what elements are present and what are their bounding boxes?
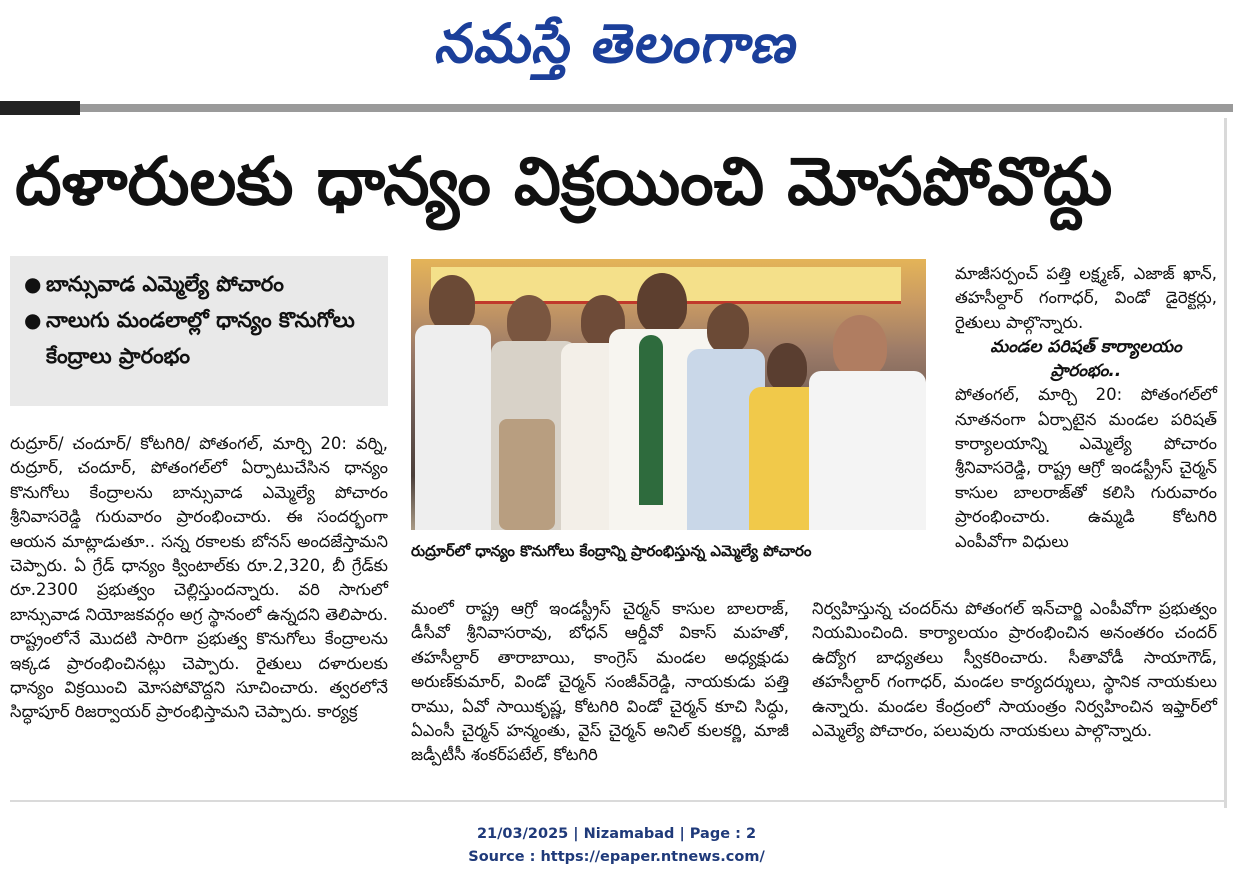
highlights-box [10, 256, 388, 406]
highlight-text: బాన్సువాడ ఎమ్మెల్యే పోచారం [46, 272, 284, 296]
highlight-item [24, 266, 374, 302]
edition-info: 21/03/2025 | Nizamabad | Page : 2 [476, 826, 757, 842]
clip-border-bottom [10, 800, 1224, 802]
highlight-text: నాలుగు మండలాల్లో ధాన్యం కొనుగోలు కేంద్రాలు ప్రారంభం [46, 308, 355, 368]
masthead-rule-dark [0, 101, 80, 115]
article-column-1 [10, 432, 388, 792]
article-photo [411, 259, 926, 530]
source-link[interactable]: Source : https://epaper.ntnews.com/ [468, 849, 765, 865]
article-column-2 [411, 597, 789, 797]
article-headline: దళారులకు ధాన్యం విక్రయించి మోసపోవొద్దు [15, 143, 1113, 220]
paragraph: నిర్వహిస్తున్న చందర్‌ను పోతంగల్ ఇన్‌చార్జి ఎంపీవోగా ప్రభుత్వం నియమించింది. కార్యాలయం ప్రారంభించిన అనంతరం చందర్ ఉద్యోగ బాధ్యతలు స్వీకరించారు. సీతావోడీ సాయాగౌడ్, తహసీల్దార్ గంగాధర్, మండల కార్యదర్శులు, స్థానిక నాయకులు ఉన్నారు. మండల కేంద్రంలో సాయంత్రం నిర్వహించిన ఇఫ్తార్‌లో ఎమ్మెల్యే పోచారం, పలువురు నాయకులు పాల్గొన్నారు. [812, 599, 1217, 741]
newspaper-logo: నమస్తే తెలంగాణ [431, 11, 805, 75]
bullet-icon: ● [24, 272, 42, 296]
article-column-3 [955, 262, 1217, 602]
paragraph: మంలో రాష్ట్ర ఆగ్రో ఇండస్ట్రీస్ చైర్మన్ కాసుల బాలరాజ్, డీసీవో శ్రీనివాసరావు, బోధన్ ఆర్డీవో వికాస్ మహతో, తహసీల్దార్ తారాబాయి, కాంగ్రెస్ మండల అధ్యక్షుడు అరుణ్‌కుమార్, విండో చైర్మన్ సంజీవ్‌రెడ్డి, నాయకుడు పత్తి రాము, ఏవో సాయికృష్ణ, కోటగిరి విండో చైర్మన్ కూచి సిద్ధు, ఏఎంసీ చైర్మన్ హన్మంతు, వైస్ చైర్మన్ అనిల్ కులకర్ణి, మాజీ జడ్పీటీసీ శంకర్‌పటేల్, కోటగిరి [411, 599, 789, 765]
page-footer [0, 823, 1233, 869]
masthead [0, 0, 1233, 100]
highlight-item [24, 302, 374, 374]
paragraph: మాజీసర్పంచ్ పత్తి లక్ష్మణ్, ఎజాజ్ ఖాన్, తహసీల్దార్ గంగాధర్, విండో డైరెక్టర్లు, రైతులు పాల్గొన్నారు. [955, 264, 1217, 332]
article-column-3-continued [812, 597, 1217, 797]
bullet-icon: ● [24, 308, 42, 332]
masthead-rule [80, 104, 1233, 112]
clip-border-right [1224, 118, 1227, 808]
photo-caption: రుద్రూర్‌లో ధాన్యం కొనుగోలు కేంద్రాన్ని ప్రారంభిస్తున్న ఎమ్మెల్యే పోచారం [411, 542, 812, 560]
paragraph: రుద్రూర్/ చందూర్/ కోటగిరి/ పోతంగల్, మార్చి 20: వర్ని, రుద్రూర్, చందూర్, పోతంగల్‌లో ఏర్పాటుచేసిన ధాన్యం కొనుగోలు కేంద్రాలను బాన్సువాడ ఎమ్మెల్యే పోచారం శ్రీనివాసరెడ్డి గురువారం ప్రారంభించారు. ఈ సందర్భంగా ఆయన మాట్లాడుతూ.. సన్న రకాలకు బోనస్ అందజేస్తామని చెప్పారు. ఏ గ్రేడ్ ధాన్యం క్వింటాల్‌కు రూ.2,320, బీ గ్రేడ్‌కు రూ.2300 ప్రభుత్వం చెల్లిస్తుందన్నారు. వరి సాగులో బాన్సువాడ నియోజకవర్గం అగ్ర స్థానంలో ఉన్నదని తెలిపారు. రాష్ట్రంలోనే మొదటి సారిగా ప్రభుత్వ కొనుగోలు కేంద్రాలను ఇక్కడ ప్రారంభించినట్లు చెప్పారు. రైతులు దళారులకు ధాన్యం విక్రయించి మోసపోవొద్దని సూచించారు. త్వరలోనే సిద్ధాపూర్ రిజర్వాయర్ ప్రారంభిస్తామని చెప్పారు. కార్యక్ర [10, 434, 388, 722]
subheading: మండల పరిషత్ కార్యాలయం ప్రారంభం.. [990, 337, 1182, 382]
paragraph: పోతంగల్, మార్చి 20: పోతంగల్‌లో నూతనంగా ఏర్పాటైన మండల పరిషత్ కార్యాలయాన్ని ఎమ్మెల్యే పోచారం శ్రీనివాసరెడ్డి, రాష్ట్ర ఆగ్రో ఇండస్ట్రీస్ చైర్మన్ కాసుల బాలరాజ్‌తో కలిసి గురువారం ప్రారంభించారు. ఉమ్మడి కోటగిరి ఎంపీవోగా విధులు [955, 385, 1217, 551]
